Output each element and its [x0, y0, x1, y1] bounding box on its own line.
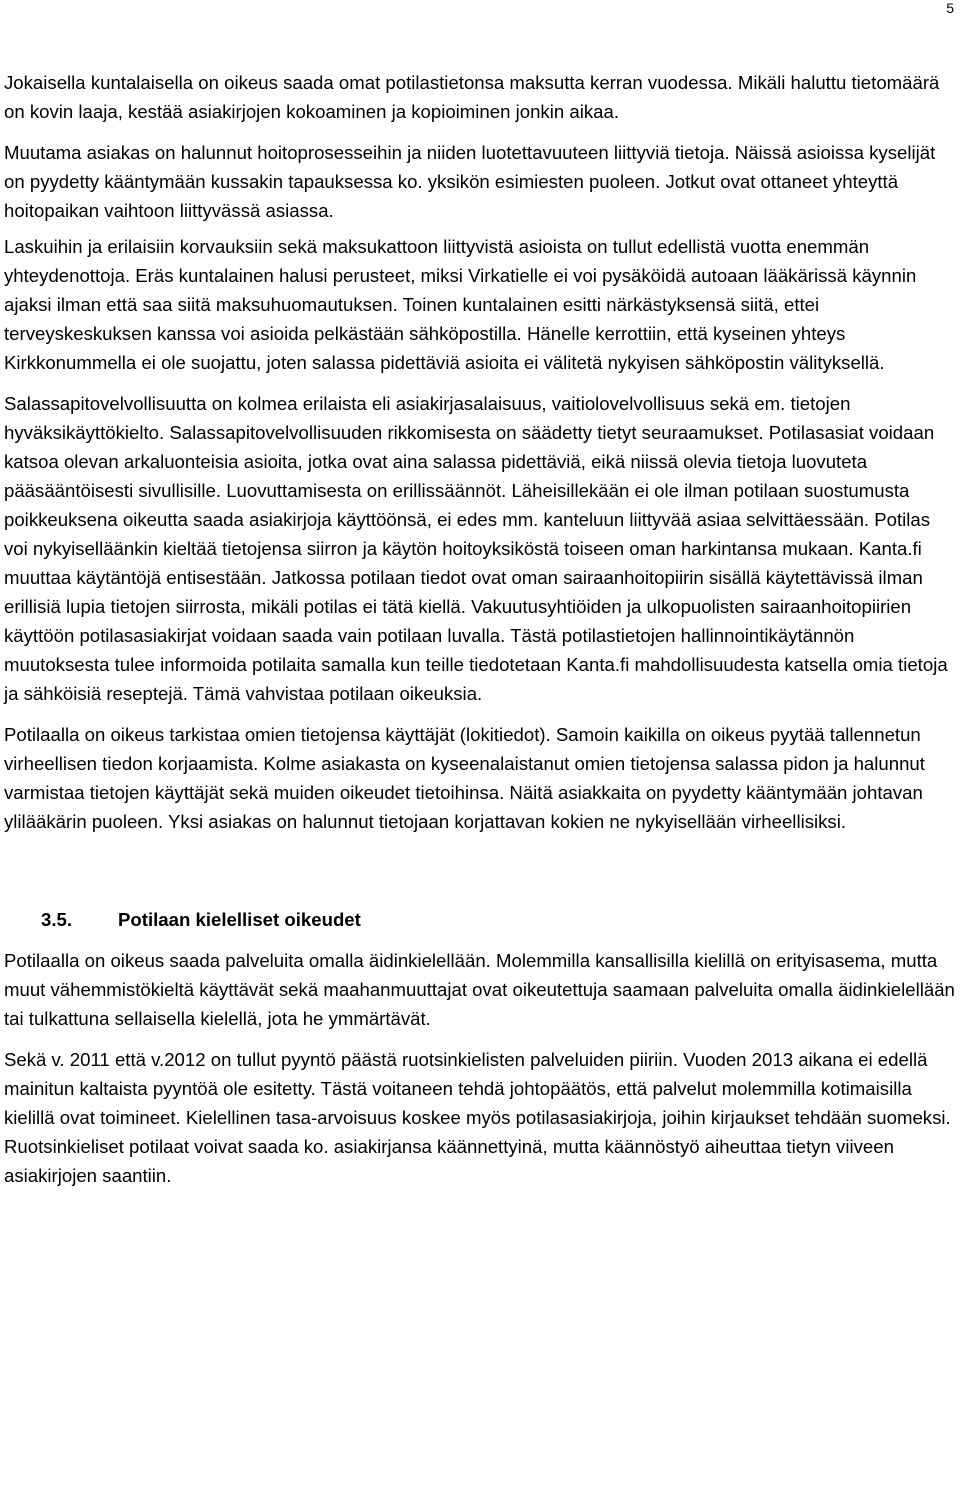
paragraph-patient-records-free: Jokaisella kuntalaisella on oikeus saada omat potilastietonsa maksutta kerran vuodessa. Mikäli haluttu tietomäärä on kovin laaja, kestää asiakirjojen kokoaminen ja kopioiminen jonkin aikaa.: [4, 72, 940, 122]
section-heading: [4, 905, 956, 934]
section-title: Potilaan kielelliset oikeudet: [118, 909, 361, 930]
paragraph-care-process-info: Muutama asiakas on halunnut hoitoprosesseihin ja niiden luotettavuuteen liittyviä tietoja. Näissä asioissa kyselijät on pyydetty kääntymään kussakin tapauksessa ko. yksikön esimiesten puoleen. Jotkut ovat ottaneet yhteyttä hoitopaikan vaihtoon liittyvässä asiassa.: [4, 142, 936, 221]
document-body: [4, 68, 956, 1190]
paragraph-invoices-compensations: Laskuihin ja erilaisiin korvauksiin sekä maksukattoon liittyvistä asioista on tullut edellistä vuotta enemmän yhteydenottoja. Eräs kuntalainen halusi perusteet, miksi Virkatielle ei voi pysäköidä autoaan lääkärissä käynnin ajaksi ilman että saa siitä maksuhuomautuksen. Toinen kuntalainen esitti närkästyksensä siitä, ettei terveyskeskuksen kanssa voi asioida pelkästään sähköpostilla. Hänelle kerrottiin, että kyseinen yhteys Kirkkonummella ei ole suojattu, joten salassa pidettäviä asioita ei välitetä nykyisen sähköpostin välityksellä.: [4, 236, 917, 373]
paragraph-swedish-services: Sekä v. 2011 että v.2012 on tullut pyyntö päästä ruotsinkielisten palveluiden piiriin. Vuoden 2013 aikana ei edellä mainitun kaltaista pyyntöä ole esitetty. Tästä voitaneen tehdä johtopäätös, että palvelut molemmilla kotimaisilla kielillä ovat toimineet. Kielellinen tasa-arvoisuus koskee myös potilasasiakirjoja, joihin kirjaukset tehdään suomeksi. Ruotsinkieliset potilaat voivat saada ko. asiakirjansa käännettyinä, mutta käännöstyö aiheuttaa tietyn viiveen asiakirjojen saantiin.: [4, 1049, 951, 1186]
section-number: 3.5.: [41, 909, 73, 930]
page-number: 5: [946, 0, 954, 16]
paragraph-language-rights: Potilaalla on oikeus saada palveluita omalla äidinkielellään. Molemmilla kansallisilla kielillä on erityisasema, mutta muut vähemmistökieltä käyttävät sekä maahanmuuttajat ovat oikeutettuja saamaan palveluita omalla äidinkielellään tai tulkattuna sellaisella kielellä, jota he ymmärtävät.: [4, 950, 955, 1029]
paragraph-log-data-rights: Potilaalla on oikeus tarkistaa omien tietojensa käyttäjät (lokitiedot). Samoin kaikilla on oikeus pyytää tallennetun virheellisen tiedon korjaamista. Kolme asiakasta on kyseenalaistanut omien tietojensa salassa pidon ja halunnut varmistaa tietojen käyttäjät sekä muiden oikeudet tietoihinsa. Näitä asiakkaita on pyydetty kääntymään johtavan ylilääkärin puoleen. Yksi asiakas on halunnut tietojaan korjattavan kokien ne nykyisellään virheellisiksi.: [4, 724, 925, 832]
paragraph-confidentiality: Salassapitovelvollisuutta on kolmea erilaista eli asiakirjasalaisuus, vaitiolovelvollisuus sekä em. tietojen hyväksikäyttökielto. Salassapitovelvollisuuden rikkomisesta on säädetty tietyt seuraamukset. Potilasasiat voidaan katsoa olevan arkaluonteisia asioita, jotka ovat aina salassa pidettäviä, eikä niissä olevia tietoja luovuteta pääsääntöisesti sivullisille. Luovuttamisesta on erillissäännöt. Läheisillekään ei ole ilman potilaan suostumusta poikkeuksena oikeutta saada asiakirjoja käyttöönsä, ei edes mm. kanteluun liittyvää asiaa selvittäessään. Potilas voi nykyiselläänkin kieltää tietojensa siirron ja käytön hoitoyksiköstä toiseen oman harkintansa mukaan. Kanta.fi muuttaa käytäntöjä entisestään. Jatkossa potilaan tiedot ovat oman sairaanhoitopiirin sisällä käytettävissä ilman erillisiä lupia tietojen siirrosta, mikäli potilas ei tätä kiellä. Vakuutusyhtiöiden ja ulkopuolisten sairaanhoitopiirien käyttöön potilasasiakirjat voidaan saada vain potilaan luvalla. Tästä potilastietojen hallinnointikäytännön muutoksesta tulee informoida potilaita samalla kun teille tiedotetaan Kanta.fi mahdollisuudesta katsella omia tietoja ja sähköisiä reseptejä. Tämä vahvistaa potilaan oikeuksia.: [4, 393, 948, 704]
